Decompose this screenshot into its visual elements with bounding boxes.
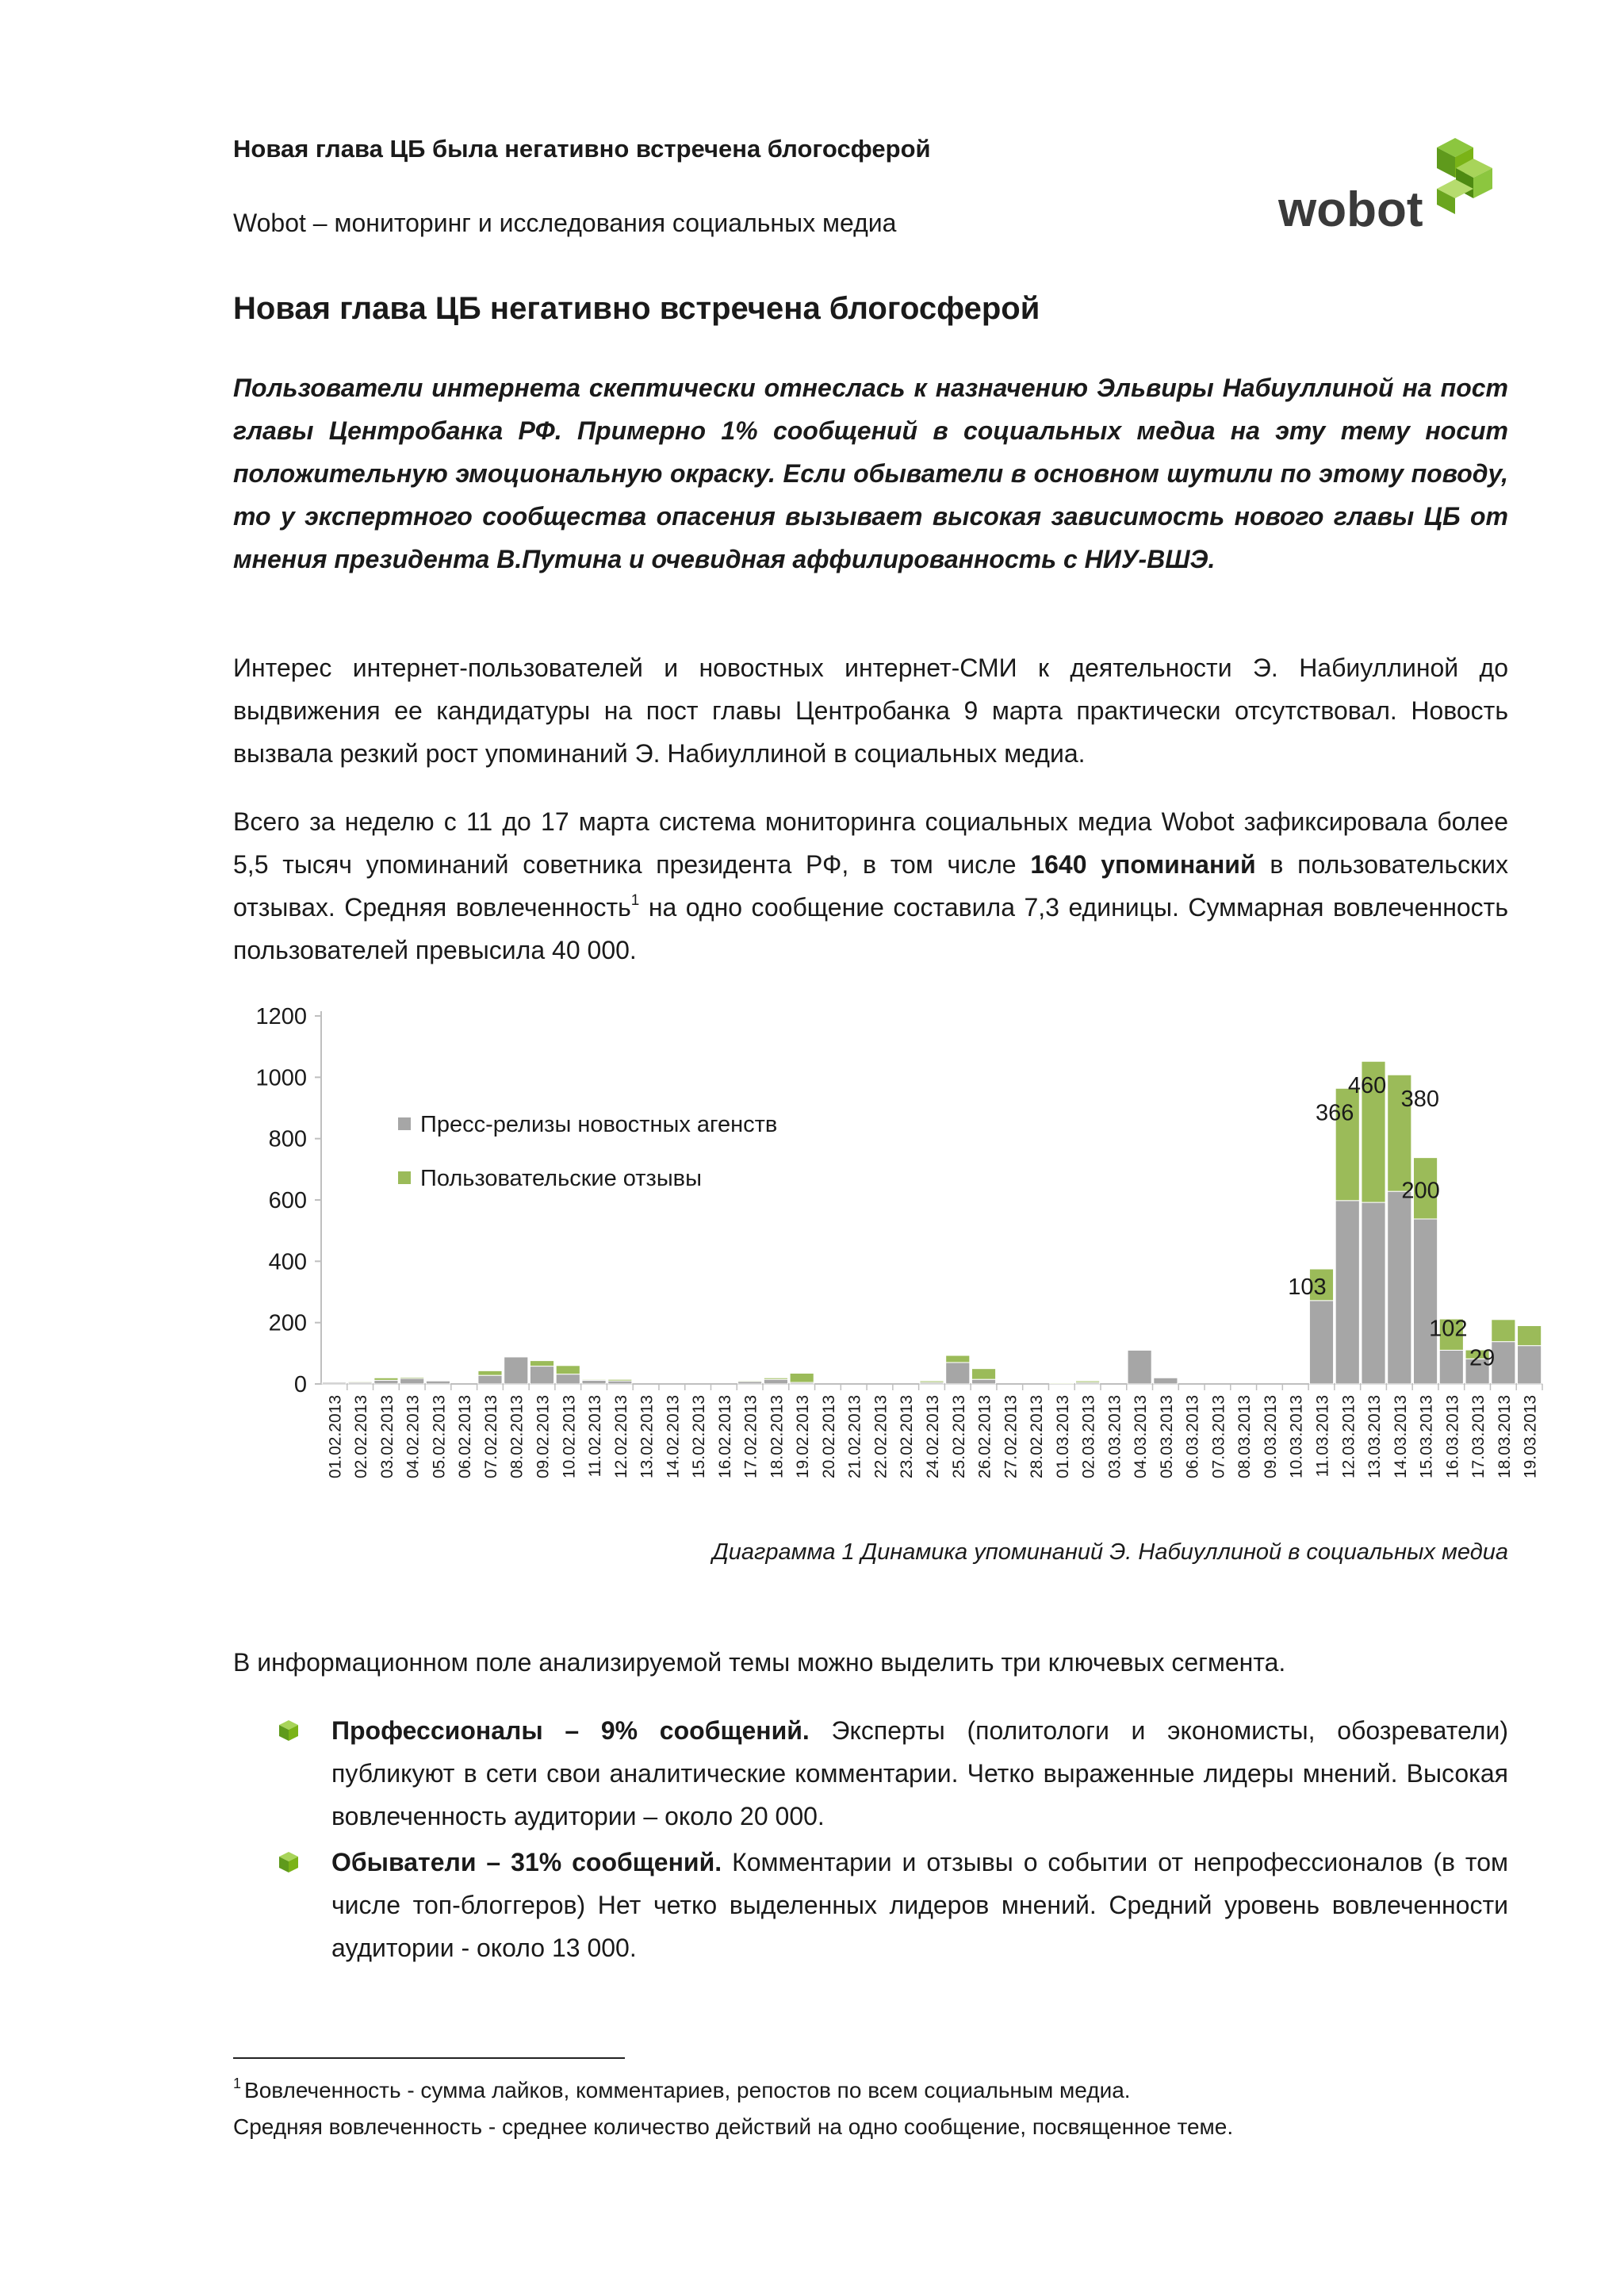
segments-list [278, 1709, 1508, 1972]
x-tick-label: 09.03.2013 [1261, 1395, 1280, 1479]
cube-icon [1437, 138, 1492, 214]
bar-users [790, 1373, 814, 1382]
footnote-1 [233, 2078, 1131, 2103]
bar-users [1518, 1326, 1542, 1346]
bar-press [582, 1380, 606, 1384]
x-tick-label: 17.03.2013 [1469, 1395, 1488, 1479]
x-tick-label: 10.03.2013 [1287, 1395, 1306, 1479]
x-tick-label: 14.03.2013 [1391, 1395, 1410, 1479]
y-tick-label: 1000 [255, 1065, 307, 1091]
bar-press [1518, 1346, 1542, 1384]
bar-users [1076, 1381, 1100, 1382]
bar-users [971, 1369, 995, 1380]
bar-press [971, 1379, 995, 1384]
paragraph-3: В информационном поле анализируемой темы можно выделить три ключевых сегмента. [233, 1648, 1286, 1677]
x-tick-label: 14.02.2013 [664, 1395, 683, 1479]
x-tick-label: 02.02.2013 [352, 1395, 371, 1479]
data-label: 29 [1469, 1345, 1496, 1371]
footnote-2: Средняя вовлеченность - среднее количество действий на одно сообщение, посвященное теме. [233, 2114, 1234, 2139]
x-tick-label: 12.03.2013 [1339, 1395, 1358, 1479]
x-tick-label: 05.03.2013 [1157, 1395, 1176, 1479]
bar-users [1492, 1320, 1515, 1342]
list-item [278, 1709, 1508, 1838]
x-tick-label: 24.02.2013 [924, 1395, 942, 1479]
mentions-chart [230, 995, 1546, 1511]
bar-users [608, 1379, 632, 1381]
bar-press [478, 1375, 502, 1384]
bar-users [946, 1355, 970, 1363]
bar-press [1128, 1350, 1151, 1384]
y-tick-label: 800 [268, 1126, 307, 1152]
cube-bullet-icon [278, 1719, 300, 1742]
bar-users [530, 1361, 553, 1366]
data-label: 380 [1400, 1087, 1439, 1113]
x-tick-label: 16.02.2013 [715, 1395, 734, 1479]
bar-press [322, 1382, 346, 1384]
bar-press [426, 1381, 450, 1384]
x-tick-label: 17.02.2013 [741, 1395, 760, 1479]
bar-press [530, 1366, 553, 1384]
header-title: Новая глава ЦБ была негативно встречена блогосферой [233, 135, 931, 163]
article-title: Новая глава ЦБ негативно встречена блогосферой [233, 291, 1040, 326]
bar-users [374, 1378, 398, 1380]
bar-users [738, 1381, 762, 1382]
legend-label-press: Пресс-релизы новостных агенств [420, 1112, 778, 1137]
bullet-1-text: Эксперты (политологи и экономисты, обозреватели) публикуют в сети свои аналитические комментарии. Четко выраженные лидеры мнений. Высокая вовлеченность аудитории – около 20 000. [331, 1716, 1508, 1830]
bar-press [1439, 1350, 1463, 1384]
x-tick-label: 22.02.2013 [871, 1395, 891, 1479]
x-tick-label: 12.02.2013 [611, 1395, 630, 1479]
data-label: 366 [1316, 1100, 1354, 1126]
x-tick-label: 21.02.2013 [845, 1395, 864, 1479]
bar-users [426, 1380, 450, 1381]
bar-press [764, 1379, 787, 1384]
wobot-logo [1277, 135, 1515, 246]
header-subtitle: Wobot – мониторинг и исследования социальных медиа [233, 209, 897, 237]
x-tick-label: 15.03.2013 [1417, 1395, 1436, 1479]
data-label: 460 [1347, 1073, 1387, 1099]
bar-press [608, 1381, 632, 1384]
x-tick-label: 26.02.2013 [975, 1395, 994, 1479]
x-tick-label: 04.03.2013 [1132, 1395, 1151, 1479]
bar-press [374, 1380, 398, 1384]
x-tick-label: 28.02.2013 [1028, 1395, 1047, 1479]
x-tick-label: 19.02.2013 [794, 1395, 813, 1479]
x-tick-label: 09.02.2013 [534, 1395, 553, 1479]
x-tick-label: 06.02.2013 [456, 1395, 475, 1479]
bar-press [1388, 1191, 1411, 1384]
x-tick-label: 06.03.2013 [1183, 1395, 1202, 1479]
chart-caption: Диаграмма 1 Динамика упоминаний Э. Набиуллиной в социальных медиа [712, 1539, 1508, 1565]
x-tick-label: 25.02.2013 [949, 1395, 968, 1479]
x-tick-label: 23.02.2013 [898, 1395, 917, 1479]
x-tick-label: 19.03.2013 [1521, 1395, 1540, 1479]
bar-press [400, 1378, 424, 1384]
y-tick-label: 0 [293, 1372, 307, 1397]
cube-bullet-icon [278, 1851, 300, 1873]
x-tick-label: 10.02.2013 [560, 1395, 579, 1479]
y-tick-label: 400 [268, 1249, 307, 1275]
bar-press [1335, 1201, 1359, 1384]
y-tick-label: 1200 [255, 1004, 307, 1029]
bar-users [582, 1379, 606, 1380]
bar-users [920, 1381, 944, 1382]
bar-press [504, 1357, 528, 1384]
footnote-1-text: Вовлеченность - сумма лайков, комментариев, репостов по всем социальным медиа. [244, 2078, 1131, 2102]
bar-users [556, 1366, 580, 1374]
paragraph-2 [233, 800, 1508, 972]
x-tick-label: 02.03.2013 [1079, 1395, 1098, 1479]
bar-users [1050, 1383, 1074, 1384]
x-tick-label: 01.03.2013 [1053, 1395, 1072, 1479]
logo-text: wobot [1278, 182, 1423, 237]
x-tick-label: 15.02.2013 [690, 1395, 709, 1479]
x-tick-label: 13.02.2013 [638, 1395, 657, 1479]
x-tick-label: 20.02.2013 [819, 1395, 838, 1479]
x-tick-label: 11.03.2013 [1313, 1395, 1332, 1478]
bullet-2-text: Комментарии и отзывы о событии от непрофессионалов (в том числе топ-блоггеров) Нет четко выделенных лидеров мнений. Средний уровень вовлеченности аудитории - около 13 000. [331, 1848, 1508, 1962]
paragraph-2-text-a: Всего за неделю с 11 до 17 марта система мониторинга социальных медиа Wobot зафиксировала более 5,5 тысяч упоминаний советника президента РФ, в том числе [233, 807, 1509, 879]
x-tick-label: 11.02.2013 [586, 1395, 605, 1478]
x-tick-label: 03.02.2013 [377, 1395, 396, 1479]
paragraph-2-bold: 1640 упоминаний [1030, 850, 1256, 879]
x-tick-label: 18.03.2013 [1495, 1395, 1514, 1479]
legend-swatch-press [398, 1117, 411, 1130]
bar-press [1362, 1202, 1385, 1384]
bar-press [556, 1374, 580, 1384]
x-tick-label: 16.03.2013 [1443, 1395, 1462, 1479]
bar-users [400, 1377, 424, 1378]
footnote-ref[interactable]: 1 [630, 892, 640, 909]
legend-label-users: Пользовательские отзывы [420, 1166, 702, 1191]
footnote-1-marker: 1 [233, 2076, 242, 2091]
x-tick-label: 07.03.2013 [1209, 1395, 1228, 1479]
x-tick-label: 08.03.2013 [1235, 1395, 1254, 1479]
x-tick-label: 07.02.2013 [481, 1395, 500, 1479]
bar-press [1154, 1378, 1178, 1384]
y-tick-label: 200 [268, 1310, 307, 1336]
bar-press [1492, 1342, 1515, 1384]
bullet-2-bold: Обыватели – 31% сообщений. [331, 1848, 722, 1876]
data-label: 103 [1288, 1274, 1327, 1300]
x-tick-label: 27.02.2013 [1002, 1395, 1021, 1479]
list-item [278, 1841, 1508, 1969]
x-tick-label: 08.02.2013 [508, 1395, 527, 1479]
article-lead: Пользователи интернета скептически отнеслась к назначению Эльвиры Набиуллиной на пост главы Центробанка РФ. Примерно 1% сообщений в социальных медиа на эту тему носит положительную эмоциональную окраску. Если обыватели в основном шутили по этому поводу, то у экспертного сообщества опасения вызывает высокая зависимость нового главы ЦБ от мнения президента В.Путина и очевидная аффилированность с НИУ-ВШЭ. [233, 374, 1508, 573]
x-tick-label: 04.02.2013 [404, 1395, 423, 1479]
x-tick-label: 13.03.2013 [1365, 1395, 1385, 1479]
data-label: 200 [1401, 1178, 1440, 1204]
paragraph-1: Интерес интернет-пользователей и новостных интернет-СМИ к деятельности Э. Набиуллиной до выдвижения ее кандидатуры на пост главы Центробанка 9 марта практически отсутствовал. Новость вызвала резкий рост упоминаний Э. Набиуллиной в социальных медиа. [233, 654, 1508, 768]
x-tick-label: 03.03.2013 [1105, 1395, 1124, 1479]
bar-users [478, 1370, 502, 1375]
legend-swatch-users [398, 1171, 411, 1184]
y-tick-label: 600 [268, 1188, 307, 1213]
bar-press [1413, 1219, 1437, 1384]
bullet-1-bold: Профессионалы – 9% сообщений. [331, 1716, 810, 1745]
x-tick-label: 05.02.2013 [430, 1395, 449, 1479]
bar-users [764, 1378, 787, 1379]
x-tick-label: 01.02.2013 [326, 1395, 345, 1479]
bar-press [1309, 1301, 1333, 1384]
x-tick-label: 18.02.2013 [768, 1395, 787, 1479]
footnote-divider [233, 2057, 625, 2059]
paragraph-2-text-c: на одно сообщение составила 7,3 единицы. Суммарная вовлеченность пользователей превысила 40 000. [233, 893, 1509, 964]
bar-press [946, 1363, 970, 1384]
data-label: 102 [1429, 1316, 1468, 1342]
paragraph-2-text-b: в пользовательских отзывах. Средняя вовлеченность [233, 850, 1509, 922]
